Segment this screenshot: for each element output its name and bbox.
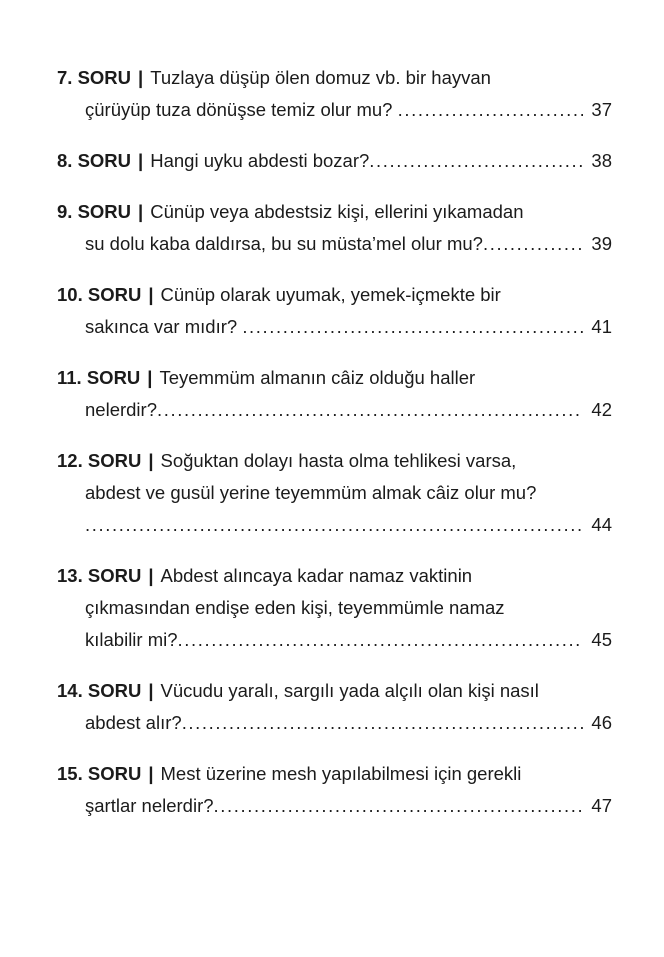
toc-entry-middle-line (57, 477, 612, 509)
question-text: abdest ve gusül yerine teyemmüm almak câiz olur mu? (85, 482, 537, 503)
dot-leader (157, 394, 583, 426)
page-number: 38 (591, 150, 612, 171)
page-number: 45 (591, 629, 612, 650)
question-label: 11. SORU (57, 367, 141, 388)
dot-leader (182, 707, 584, 739)
question-text: Teyemmüm almanın câiz olduğu haller (159, 367, 476, 388)
separator-bar: | (138, 67, 144, 88)
toc-entry (57, 560, 612, 656)
toc-entry-single-line (57, 145, 612, 177)
question-label: 7. SORU (57, 67, 132, 88)
question-text: çürüyüp tuza dönüşse temiz olur mu? (85, 99, 398, 120)
question-text: Abdest alıncaya kadar namaz vaktinin (160, 565, 473, 586)
separator-bar: | (138, 150, 144, 171)
dot-leader (369, 145, 583, 177)
toc-entry (57, 196, 612, 260)
dot-leader (242, 311, 583, 343)
page-number: 42 (591, 399, 612, 420)
toc-entry-first-line (57, 279, 612, 311)
toc-entry-first-line (57, 62, 612, 94)
separator-bar: | (148, 680, 154, 701)
separator-bar: | (138, 201, 144, 222)
question-text: Cünüp olarak uyumak, yemek-içmekte bir (160, 284, 501, 305)
toc-entry-last-line (57, 311, 612, 343)
toc-entry (57, 62, 612, 126)
dot-leader (214, 790, 584, 822)
separator-bar: | (148, 763, 154, 784)
toc-entry-first-line (57, 445, 612, 477)
toc-entry-last-line (57, 228, 612, 260)
dot-leader (178, 624, 584, 656)
question-label: 15. SORU (57, 763, 142, 784)
toc-entry-middle-line (57, 592, 612, 624)
toc-entry (57, 145, 612, 177)
question-text: Tuzlaya düşüp ölen domuz vb. bir hayvan (150, 67, 491, 88)
separator-bar: | (148, 450, 154, 471)
toc-entry-first-line (57, 560, 612, 592)
toc-entry (57, 445, 612, 541)
toc-entry (57, 758, 612, 822)
separator-bar: | (148, 565, 154, 586)
toc-entry-last-line (57, 790, 612, 822)
question-label: 10. SORU (57, 284, 142, 305)
toc-entry (57, 279, 612, 343)
question-label: 13. SORU (57, 565, 142, 586)
toc-entry-first-line (57, 362, 612, 394)
dot-leader (483, 228, 583, 260)
page-number: 46 (591, 712, 612, 733)
question-text: Soğuktan dolayı hasta olma tehlikesi varsa, (160, 450, 517, 471)
question-text: Vücudu yaralı, sargılı yada alçılı olan kişi nasıl (160, 680, 539, 701)
page-number: 39 (591, 233, 612, 254)
question-text: Hangi uyku abdesti bozar? (150, 150, 370, 171)
toc-entry-first-line (57, 196, 612, 228)
question-text: su dolu kaba daldırsa, bu su müsta’mel olur mu? (85, 233, 483, 254)
dot-leader (85, 509, 583, 541)
page-number: 44 (591, 514, 612, 535)
question-text: abdest alır? (85, 712, 182, 733)
page-number: 47 (591, 795, 612, 816)
separator-bar: | (148, 284, 154, 305)
question-text: çıkmasından endişe eden kişi, teyemmümle namaz (85, 597, 505, 618)
question-label: 8. SORU (57, 150, 132, 171)
toc-entry-last-line (57, 94, 612, 126)
page-number: 37 (591, 99, 612, 120)
question-text: şartlar nelerdir? (85, 795, 214, 816)
question-text: Mest üzerine mesh yapılabilmesi için gerekli (160, 763, 522, 784)
toc-entry-last-line (57, 624, 612, 656)
question-text: nelerdir? (85, 399, 157, 420)
page-number: 41 (591, 316, 612, 337)
question-text: sakınca var mıdır? (85, 316, 243, 337)
question-text: Cünüp veya abdestsiz kişi, ellerini yıkamadan (150, 201, 524, 222)
toc-entry-last-line (57, 394, 612, 426)
question-label: 12. SORU (57, 450, 142, 471)
toc-entry-first-line (57, 675, 612, 707)
question-text: kılabilir mi? (85, 629, 178, 650)
toc-entry-last-line (57, 707, 612, 739)
separator-bar: | (147, 367, 153, 388)
question-label: 9. SORU (57, 201, 132, 222)
toc-entry-last-line (57, 509, 612, 541)
toc-entry (57, 362, 612, 426)
question-label: 14. SORU (57, 680, 142, 701)
dot-leader (398, 94, 584, 126)
toc-entry-first-line (57, 758, 612, 790)
toc-entry (57, 675, 612, 739)
